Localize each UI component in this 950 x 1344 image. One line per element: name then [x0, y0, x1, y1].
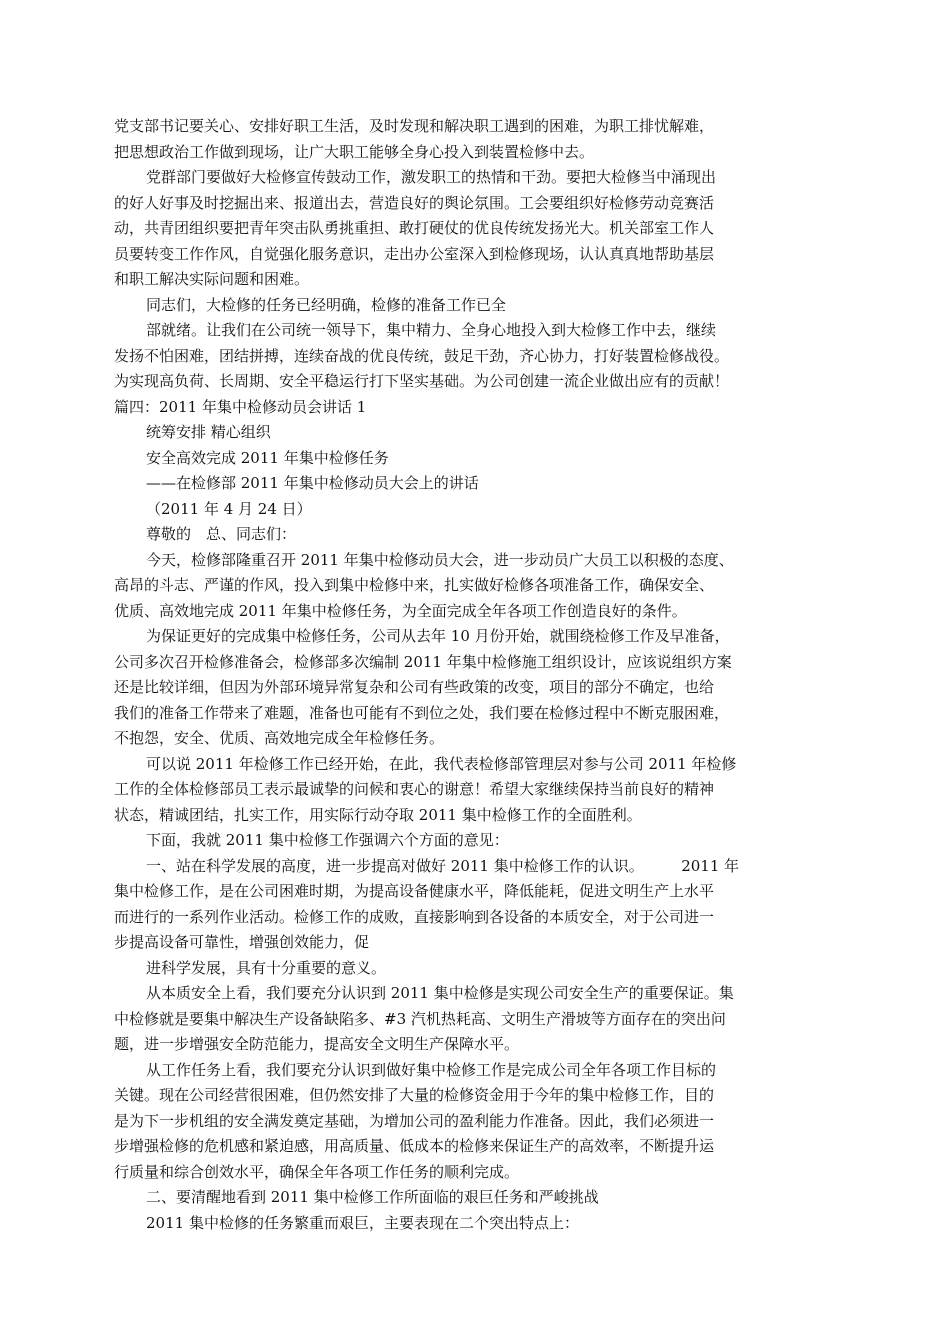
- text-line: 一、站在科学发展的高度，进一步提高对做好 2011 集中检修工作的认识。 2011 年: [146, 856, 740, 875]
- text-line: 步提高设备可靠性，增强创效能力，促: [114, 933, 370, 951]
- text-line: 和职工解决实际问题和困难。: [114, 270, 310, 288]
- text-line: 篇四：2011 年集中检修动员会讲话 1: [114, 397, 367, 416]
- text-line: 从工作任务上看，我们要充分认识到做好集中检修工作是完成公司全年各项工作目标的: [146, 1060, 717, 1079]
- text-line: 发扬不怕困难，团结拼搏，连续奋战的优良传统，鼓足干劲，齐心协力，打好装置检修战役。: [114, 346, 730, 365]
- text-line: 关键。现在公司经营很困难，但仍然安排了大量的检修资金用于今年的集中检修工作，目的: [114, 1086, 715, 1104]
- text-line: 的好人好事及时挖掘出来、报道出去，营造良好的舆论氛围。工会要组织好检修劳动竞赛活: [114, 193, 715, 212]
- text-line: 而进行的一系列作业活动。检修工作的成败，直接影响到各设备的本质安全，对于公司进一: [114, 907, 715, 926]
- text-line: 为实现高负荷、长周期、安全平稳运行打下坚实基础。为公司创建一流企业做出应有的贡献！: [114, 372, 730, 390]
- text-line: 尊敬的 总、同志们：: [146, 525, 297, 543]
- text-line: 从本质安全上看，我们要充分认识到 2011 集中检修是实现公司安全生产的重要保证。集: [146, 984, 734, 1002]
- text-line: 安全高效完成 2011 年集中检修任务: [146, 448, 389, 467]
- text-line: 我们的准备工作带来了难题，准备也可能有不到位之处，我们要在检修过程中不断克服困难，: [114, 703, 730, 722]
- document-body: [114, 114, 814, 1236]
- text-line: 集中检修工作，是在公司困难时期，为提高设备健康水平，降低能耗，促进文明生产上水平: [114, 882, 715, 900]
- text-line: 2011 集中检修的任务繁重而艰巨，主要表现在二个突出特点上：: [146, 1213, 579, 1232]
- text-line: （2011 年 4 月 24 日）: [146, 499, 312, 518]
- text-line: 可以说 2011 年检修工作已经开始，在此，我代表检修部管理层对参与公司 2011 年检修: [146, 754, 737, 773]
- text-line: 把思想政治工作做到现场，让广大职工能够全身心投入到装置检修中去。: [114, 142, 595, 161]
- text-line: 公司多次召开检修准备会，检修部多次编制 2011 年集中检修施工组织设计，应该说组织方案: [114, 652, 732, 671]
- text-line: 高昂的斗志、严谨的作风，投入到集中检修中来，扎实做好检修各项准备工作，确保安全、: [114, 576, 715, 594]
- text-line: 优质、高效地完成 2011 年集中检修任务，为全面完成全年各项工作创造良好的条件。: [114, 601, 687, 620]
- text-line: 为保证更好的完成集中检修任务，公司从去年 10 月份开始，就围绕检修工作及早准备，: [146, 627, 730, 645]
- text-line: 统筹安排 精心组织: [146, 423, 271, 441]
- text-line: 题，进一步增强安全防范能力，提高安全文明生产保障水平。: [114, 1035, 520, 1053]
- text-line: 今天，检修部隆重召开 2011 年集中检修动员大会，进一步动员广大员工以积极的态度、: [146, 550, 734, 569]
- text-line: 同志们，大检修的任务已经明确，检修的准备工作已全: [146, 295, 507, 314]
- text-line: 进科学发展，具有十分重要的意义。: [146, 958, 387, 977]
- text-line: 部就绪。让我们在公司统一领导下，集中精力、全身心地投入到大检修工作中去，继续: [146, 321, 717, 339]
- text-line: 动，共青团组织要把青年突击队勇挑重担、敢打硬仗的优良传统发扬光大。机关部室工作人: [114, 219, 715, 237]
- text-line: 状态，精诚团结，扎实工作，用实际行动夺取 2011 集中检修工作的全面胜利。: [114, 805, 642, 824]
- text-line: 中检修就是要集中解决生产设备缺陷多、#3 汽机热耗高、文明生产滑坡等方面存在的突出问: [114, 1009, 726, 1028]
- text-line: 工作的全体检修部员工表示最诚挚的问候和衷心的谢意！希望大家继续保持当前良好的精神: [114, 780, 715, 798]
- text-line: 党支部书记要关心、安排好职工生活，及时发现和解决职工遇到的困难，为职工排忧解难，: [114, 117, 715, 135]
- text-line: 不抱怨，安全、优质、高效地完成全年检修任务。: [114, 729, 445, 747]
- text-line: 下面，我就 2011 集中检修工作强调六个方面的意见：: [146, 831, 509, 849]
- text-line: 是为下一步机组的安全满发奠定基础，为增加公司的盈利能力作准备。因此，我们必须进一: [114, 1111, 715, 1130]
- text-line: 行质量和综合创效水平，确保全年各项工作任务的顺利完成。: [114, 1162, 520, 1181]
- text-line: 员要转变工作作风，自觉强化服务意识，走出办公室深入到检修现场，认认真真地帮助基层: [114, 244, 715, 263]
- text-line: 二、要清醒地看到 2011 集中检修工作所面临的艰巨任务和严峻挑战: [146, 1188, 599, 1206]
- text-line: 还是比较详细，但因为外部环境异常复杂和公司有些政策的改变，项目的部分不确定，也给: [114, 678, 715, 696]
- text-line: 步增强检修的危机感和紧迫感，用高质量、低成本的检修来保证生产的高效率，不断提升运: [114, 1137, 715, 1155]
- text-line: 党群部门要做好大检修宣传鼓动工作，激发职工的热情和干劲。要把大检修当中涌现出: [146, 168, 717, 186]
- text-line: ——在检修部 2011 年集中检修动员大会上的讲话: [146, 474, 479, 492]
